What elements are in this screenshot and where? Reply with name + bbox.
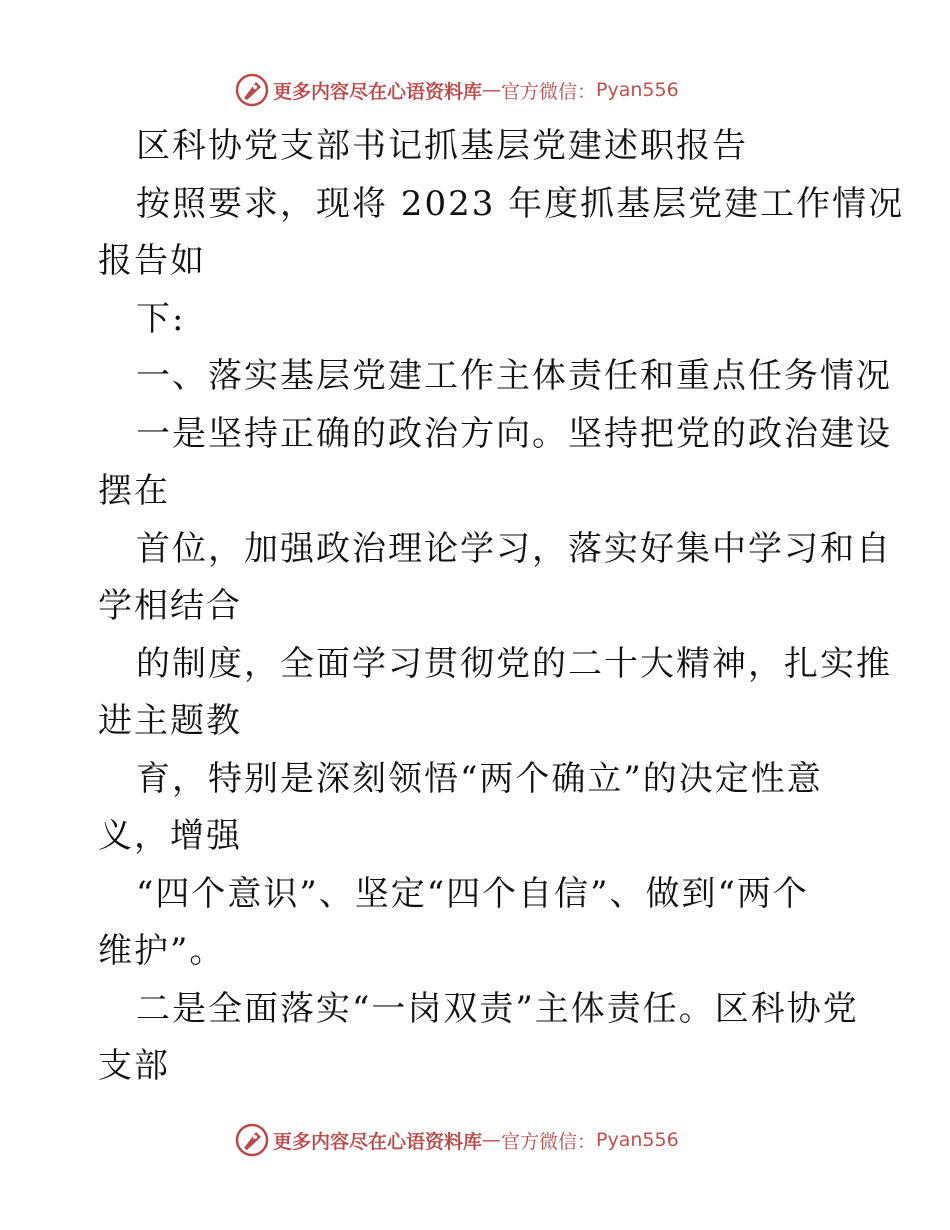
pen-nib-logo-icon [235, 73, 269, 107]
text-line: 按照要求，现将 2023 年度抓基层党建工作情况 [136, 183, 905, 224]
footer-banner [235, 1122, 679, 1158]
text-line: 报告如 [98, 241, 206, 281]
banner-separator: — [482, 1129, 502, 1151]
banner-brand-text: 更多内容尽在心语资料库 [273, 80, 483, 103]
header-banner [235, 72, 679, 108]
document-body [98, 118, 905, 1096]
banner-separator: — [482, 79, 502, 101]
text-line: 学相结合 [98, 586, 242, 626]
pen-nib-logo-icon [235, 1123, 269, 1157]
text-line: 维护”。 [98, 931, 226, 971]
text-line: “四个意识”、坚定“四个自信”、做到“两个 [136, 873, 809, 914]
text-line: 首位，加强政治理论学习，落实好集中学习和自 [136, 528, 892, 569]
text-line: 支部 [98, 1046, 170, 1086]
banner-wechat-label: 官方微信： [501, 80, 597, 103]
text-line: 摆在 [98, 471, 170, 511]
banner-wechat-id: Pyan556 [596, 1129, 679, 1151]
text-line: 义，增强 [98, 816, 242, 856]
text-line: 育，特别是深刻领悟“两个确立”的决定性意 [136, 758, 823, 799]
text-line: 一是坚持正确的政治方向。坚持把党的政治建设 [136, 413, 892, 454]
text-line: 二是全面落实“一岗双责”主体责任。区科协党 [136, 988, 859, 1029]
text-line: 下: [136, 298, 186, 339]
section-heading: 一、落实基层党建工作主体责任和重点任务情况 [136, 356, 892, 396]
banner-wechat-id: Pyan556 [596, 79, 679, 101]
banner-brand-text: 更多内容尽在心语资料库 [273, 1130, 483, 1153]
text-line: 的制度，全面学习贯彻党的二十大精神，扎实推 [136, 643, 892, 684]
document-title: 区科协党支部书记抓基层党建述职报告 [136, 126, 748, 166]
banner-wechat-label: 官方微信： [501, 1130, 597, 1153]
text-line: 进主题教 [98, 701, 242, 741]
